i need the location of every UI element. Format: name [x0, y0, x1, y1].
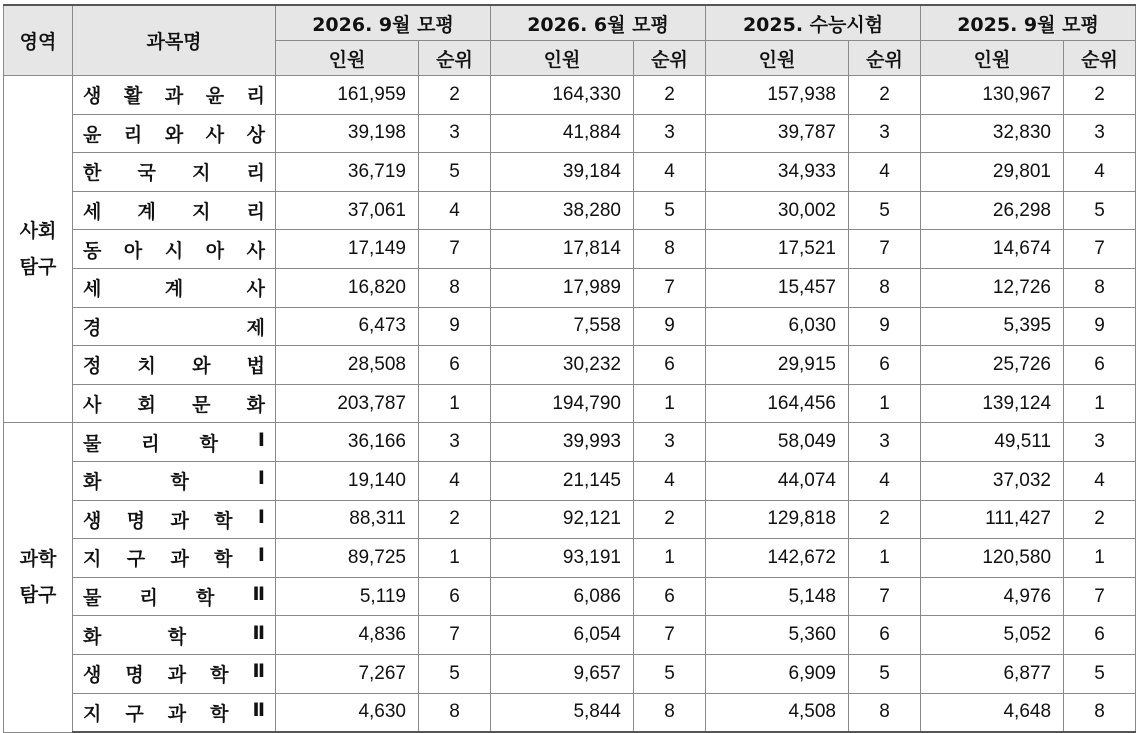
people-cell: 6,909 — [706, 654, 849, 693]
subject-char: 생 — [83, 85, 102, 108]
subject-char: 활 — [123, 85, 143, 108]
table-body — [4, 76, 1136, 733]
people-cell: 17,814 — [491, 230, 634, 269]
table-row — [4, 191, 1136, 230]
rank-cell: 4 — [419, 191, 491, 230]
people-cell: 142,672 — [706, 539, 849, 578]
people-header: 인원 — [276, 41, 419, 76]
subject-char: 리 — [139, 587, 158, 610]
area-cell: 과학 탐구 — [4, 423, 73, 732]
table-row — [4, 577, 1136, 616]
people-cell: 29,801 — [921, 153, 1064, 192]
rank-cell: 6 — [1064, 616, 1136, 655]
rank-cell: 4 — [849, 461, 921, 500]
people-cell: 88,311 — [276, 500, 419, 539]
people-cell: 7,558 — [491, 307, 634, 346]
rank-cell: 8 — [419, 693, 491, 732]
rank-cell: 3 — [419, 114, 491, 153]
table-row — [4, 500, 1136, 539]
table-row — [4, 307, 1136, 346]
subject-char: 명 — [126, 509, 146, 532]
subject-cell — [73, 114, 276, 153]
people-cell: 5,052 — [921, 616, 1064, 655]
rank-cell: 8 — [419, 268, 491, 307]
subject-char: 생 — [83, 664, 102, 687]
subject-char: 계 — [164, 278, 184, 301]
rank-cell: 7 — [634, 616, 706, 655]
area-cell: 사회 탐구 — [4, 76, 73, 423]
area-header: 영역 — [4, 5, 73, 76]
subject-char: 학 — [214, 509, 233, 532]
table-row — [4, 268, 1136, 307]
subject-char: 화 — [83, 471, 102, 494]
rank-cell: 3 — [1064, 114, 1136, 153]
rank-cell: 3 — [419, 423, 491, 462]
people-header: 인원 — [921, 41, 1064, 76]
rank-cell: 7 — [419, 616, 491, 655]
subject-char: 리 — [246, 85, 265, 108]
table-row — [4, 230, 1136, 269]
people-cell: 194,790 — [491, 384, 634, 423]
subject-name — [83, 583, 265, 610]
people-cell: 36,166 — [276, 423, 419, 462]
people-cell: 120,580 — [921, 539, 1064, 578]
rank-cell: 4 — [634, 153, 706, 192]
people-cell: 30,002 — [706, 191, 849, 230]
subject-char: 화 — [83, 625, 102, 648]
subject-name — [83, 120, 265, 147]
subject-char: 동 — [83, 239, 102, 262]
people-cell: 39,198 — [276, 114, 419, 153]
subject-char: Ⅰ — [257, 428, 265, 451]
people-cell: 7,267 — [276, 654, 419, 693]
people-cell: 139,124 — [921, 384, 1064, 423]
people-cell: 21,145 — [491, 461, 634, 500]
rank-cell: 7 — [1064, 230, 1136, 269]
subject-char: 사 — [205, 123, 225, 146]
subject-cell — [73, 230, 276, 269]
subject-char: 구 — [126, 548, 146, 571]
subject-char: Ⅱ — [252, 698, 265, 721]
exam-header: 2025. 수능시험 — [706, 5, 921, 41]
subject-header: 과목명 — [73, 5, 276, 76]
people-cell: 4,630 — [276, 693, 419, 732]
subject-char: 과 — [170, 548, 189, 571]
rank-cell: 4 — [634, 461, 706, 500]
subject-name — [83, 274, 265, 301]
subject-char: 학 — [199, 432, 218, 455]
rank-cell: 2 — [1064, 76, 1136, 115]
people-cell: 15,457 — [706, 268, 849, 307]
subject-cell — [73, 461, 276, 500]
rank-cell: 7 — [849, 577, 921, 616]
subject-char: 세 — [83, 201, 102, 224]
people-cell: 6,473 — [276, 307, 419, 346]
people-cell: 30,232 — [491, 346, 634, 385]
people-cell: 5,360 — [706, 616, 849, 655]
subject-char: 사 — [83, 394, 102, 417]
rank-cell: 1 — [849, 384, 921, 423]
subject-char: 리 — [246, 162, 265, 185]
people-cell: 49,511 — [921, 423, 1064, 462]
rank-cell: 9 — [634, 307, 706, 346]
subject-char: 사 — [246, 239, 265, 262]
people-cell: 4,508 — [706, 693, 849, 732]
rank-cell: 4 — [1064, 461, 1136, 500]
subject-char: 리 — [123, 123, 143, 146]
subject-name — [83, 660, 265, 687]
subject-cell — [73, 153, 276, 192]
table-row — [4, 539, 1136, 578]
rank-cell: 3 — [634, 114, 706, 153]
rank-cell: 5 — [1064, 654, 1136, 693]
people-cell: 164,330 — [491, 76, 634, 115]
rank-cell: 7 — [1064, 577, 1136, 616]
people-cell: 9,657 — [491, 654, 634, 693]
subject-char: 구 — [125, 702, 144, 725]
rank-cell: 3 — [634, 423, 706, 462]
rank-cell: 3 — [849, 114, 921, 153]
people-cell: 17,149 — [276, 230, 419, 269]
people-cell: 157,938 — [706, 76, 849, 115]
subject-char: 정 — [83, 355, 102, 378]
subject-char: 계 — [137, 201, 156, 224]
subject-cell — [73, 539, 276, 578]
rank-cell: 2 — [849, 76, 921, 115]
subject-name — [83, 544, 265, 571]
people-cell: 89,725 — [276, 539, 419, 578]
people-cell: 5,148 — [706, 577, 849, 616]
rank-cell: 3 — [1064, 423, 1136, 462]
table-row — [4, 654, 1136, 693]
subject-char: 와 — [192, 355, 211, 378]
subject-char: 물 — [83, 432, 102, 455]
people-cell: 29,915 — [706, 346, 849, 385]
rank-cell: 1 — [634, 384, 706, 423]
subject-char: 과 — [164, 85, 184, 108]
subject-char: 학 — [210, 702, 229, 725]
rank-cell: 8 — [634, 693, 706, 732]
people-cell: 17,989 — [491, 268, 634, 307]
rank-cell: 8 — [1064, 268, 1136, 307]
subject-char: 물 — [83, 587, 102, 610]
subject-char: 화 — [246, 394, 265, 417]
rank-cell: 9 — [849, 307, 921, 346]
subject-char: 시 — [164, 239, 184, 262]
subject-name — [83, 622, 265, 649]
rank-cell: 8 — [1064, 693, 1136, 732]
subject-name — [83, 506, 265, 533]
subject-char: 문 — [192, 394, 211, 417]
subject-char: 한 — [83, 162, 102, 185]
subject-char: 세 — [83, 278, 102, 301]
rank-cell: 2 — [634, 500, 706, 539]
people-cell: 26,298 — [921, 191, 1064, 230]
rank-cell: 1 — [1064, 384, 1136, 423]
subject-name — [83, 699, 265, 726]
table-row — [4, 693, 1136, 732]
rank-cell: 1 — [634, 539, 706, 578]
rank-cell: 1 — [1064, 539, 1136, 578]
rank-cell: 6 — [634, 577, 706, 616]
subject-name — [83, 429, 265, 456]
table-row — [4, 114, 1136, 153]
subject-name — [83, 313, 265, 340]
subject-cell — [73, 384, 276, 423]
table-row — [4, 153, 1136, 192]
subject-name — [83, 158, 265, 185]
subject-cell — [73, 500, 276, 539]
rank-cell: 6 — [634, 346, 706, 385]
exam-header: 2026. 6월 모평 — [491, 5, 706, 41]
subject-char: 과 — [170, 509, 189, 532]
subject-cell — [73, 346, 276, 385]
table-row — [4, 461, 1136, 500]
rank-cell: 6 — [849, 616, 921, 655]
subject-char: 학 — [167, 625, 187, 648]
subject-char: Ⅰ — [257, 544, 265, 567]
people-cell: 93,191 — [491, 539, 634, 578]
subject-cell — [73, 616, 276, 655]
enrollment-table — [3, 4, 1136, 733]
subject-char: 회 — [137, 394, 156, 417]
people-cell: 34,933 — [706, 153, 849, 192]
subject-char: 제 — [246, 316, 265, 339]
subject-name — [83, 236, 265, 263]
rank-cell: 9 — [1064, 307, 1136, 346]
rank-cell: 4 — [849, 153, 921, 192]
subject-char: Ⅱ — [252, 583, 265, 606]
subject-cell — [73, 423, 276, 462]
rank-cell: 5 — [419, 654, 491, 693]
people-cell: 4,648 — [921, 693, 1064, 732]
people-cell: 5,844 — [491, 693, 634, 732]
rank-cell: 2 — [849, 500, 921, 539]
people-header: 인원 — [491, 41, 634, 76]
rank-cell: 7 — [634, 268, 706, 307]
people-cell: 14,674 — [921, 230, 1064, 269]
subject-cell — [73, 76, 276, 115]
rank-cell: 5 — [419, 153, 491, 192]
subject-char: 상 — [246, 123, 265, 146]
rank-header: 순위 — [849, 41, 921, 76]
rank-cell: 1 — [849, 539, 921, 578]
people-cell: 36,719 — [276, 153, 419, 192]
people-header: 인원 — [706, 41, 849, 76]
subject-name — [83, 390, 265, 417]
subject-char: 지 — [83, 702, 102, 725]
people-cell: 44,074 — [706, 461, 849, 500]
people-cell: 39,993 — [491, 423, 634, 462]
subject-char: 아 — [123, 239, 143, 262]
people-cell: 38,280 — [491, 191, 634, 230]
subject-char: 윤 — [83, 123, 102, 146]
people-cell: 5,119 — [276, 577, 419, 616]
rank-cell: 4 — [419, 461, 491, 500]
subject-char: 학 — [195, 587, 215, 610]
subject-char: 학 — [214, 548, 233, 571]
subject-char: 국 — [137, 162, 156, 185]
people-cell: 17,521 — [706, 230, 849, 269]
table-row — [4, 423, 1136, 462]
rank-cell: 5 — [634, 654, 706, 693]
subject-char: Ⅰ — [257, 467, 265, 490]
people-cell: 32,830 — [921, 114, 1064, 153]
subject-char: 생 — [83, 509, 102, 532]
subject-name — [83, 197, 265, 224]
rank-cell: 5 — [1064, 191, 1136, 230]
rank-cell: 6 — [849, 346, 921, 385]
subject-cell — [73, 654, 276, 693]
subject-cell — [73, 693, 276, 732]
people-cell: 130,967 — [921, 76, 1064, 115]
subject-char: 치 — [137, 355, 156, 378]
subject-name — [83, 351, 265, 378]
rank-header: 순위 — [419, 41, 491, 76]
rank-cell: 8 — [849, 268, 921, 307]
subject-char: 지 — [192, 201, 211, 224]
people-cell: 41,884 — [491, 114, 634, 153]
rank-cell: 6 — [419, 577, 491, 616]
people-cell: 25,726 — [921, 346, 1064, 385]
people-cell: 6,086 — [491, 577, 634, 616]
people-cell: 6,054 — [491, 616, 634, 655]
people-cell: 37,061 — [276, 191, 419, 230]
people-cell: 28,508 — [276, 346, 419, 385]
subject-char: 사 — [246, 278, 265, 301]
rank-cell: 8 — [849, 693, 921, 732]
table-row — [4, 346, 1136, 385]
subject-char: 지 — [192, 162, 211, 185]
people-cell: 37,032 — [921, 461, 1064, 500]
rank-cell: 7 — [849, 230, 921, 269]
people-cell: 92,121 — [491, 500, 634, 539]
rank-cell: 9 — [419, 307, 491, 346]
people-cell: 16,820 — [276, 268, 419, 307]
rank-cell: 1 — [419, 384, 491, 423]
people-cell: 6,877 — [921, 654, 1064, 693]
rank-cell: 6 — [1064, 346, 1136, 385]
table-row — [4, 384, 1136, 423]
enrollment-table-container — [3, 4, 1136, 733]
rank-cell: 6 — [419, 346, 491, 385]
rank-cell: 2 — [1064, 500, 1136, 539]
subject-char: 지 — [83, 548, 102, 571]
people-cell: 39,787 — [706, 114, 849, 153]
subject-cell — [73, 577, 276, 616]
subject-char: Ⅰ — [257, 505, 265, 528]
people-cell: 6,030 — [706, 307, 849, 346]
people-cell: 19,140 — [276, 461, 419, 500]
subject-char: 법 — [246, 355, 265, 378]
exam-header: 2026. 9월 모평 — [276, 5, 491, 41]
rank-cell: 3 — [849, 423, 921, 462]
people-cell: 4,976 — [921, 577, 1064, 616]
subject-char: 학 — [210, 664, 229, 687]
rank-cell: 4 — [1064, 153, 1136, 192]
rank-cell: 2 — [634, 76, 706, 115]
subject-cell — [73, 268, 276, 307]
rank-cell: 5 — [849, 654, 921, 693]
rank-header: 순위 — [634, 41, 706, 76]
people-cell: 4,836 — [276, 616, 419, 655]
people-cell: 58,049 — [706, 423, 849, 462]
rank-cell: 5 — [849, 191, 921, 230]
subject-char: 경 — [83, 316, 102, 339]
people-cell: 111,427 — [921, 500, 1064, 539]
rank-cell: 1 — [419, 539, 491, 578]
rank-cell: 2 — [419, 500, 491, 539]
subject-char: 과 — [167, 664, 187, 687]
subject-name — [83, 81, 265, 108]
people-cell: 203,787 — [276, 384, 419, 423]
subject-char: 명 — [125, 664, 144, 687]
people-cell: 39,184 — [491, 153, 634, 192]
subject-char: 학 — [170, 471, 189, 494]
rank-cell: 2 — [419, 76, 491, 115]
subject-char: 아 — [205, 239, 225, 262]
rank-cell: 5 — [634, 191, 706, 230]
subject-char: 와 — [164, 123, 184, 146]
subject-char: Ⅱ — [252, 621, 265, 644]
rank-cell: 8 — [634, 230, 706, 269]
subject-char: 윤 — [205, 85, 225, 108]
people-cell: 164,456 — [706, 384, 849, 423]
rank-cell: 7 — [419, 230, 491, 269]
subject-char: 리 — [246, 201, 265, 224]
table-row — [4, 616, 1136, 655]
rank-header: 순위 — [1064, 41, 1136, 76]
subject-cell — [73, 191, 276, 230]
subject-char: 리 — [141, 432, 160, 455]
table-row — [4, 76, 1136, 115]
subject-cell — [73, 307, 276, 346]
people-cell: 161,959 — [276, 76, 419, 115]
table-header — [4, 5, 1136, 76]
exam-header: 2025. 9월 모평 — [921, 5, 1136, 41]
subject-char: Ⅱ — [252, 660, 265, 683]
people-cell: 5,395 — [921, 307, 1064, 346]
subject-char: 과 — [167, 702, 187, 725]
subject-name — [83, 467, 265, 494]
people-cell: 129,818 — [706, 500, 849, 539]
people-cell: 12,726 — [921, 268, 1064, 307]
